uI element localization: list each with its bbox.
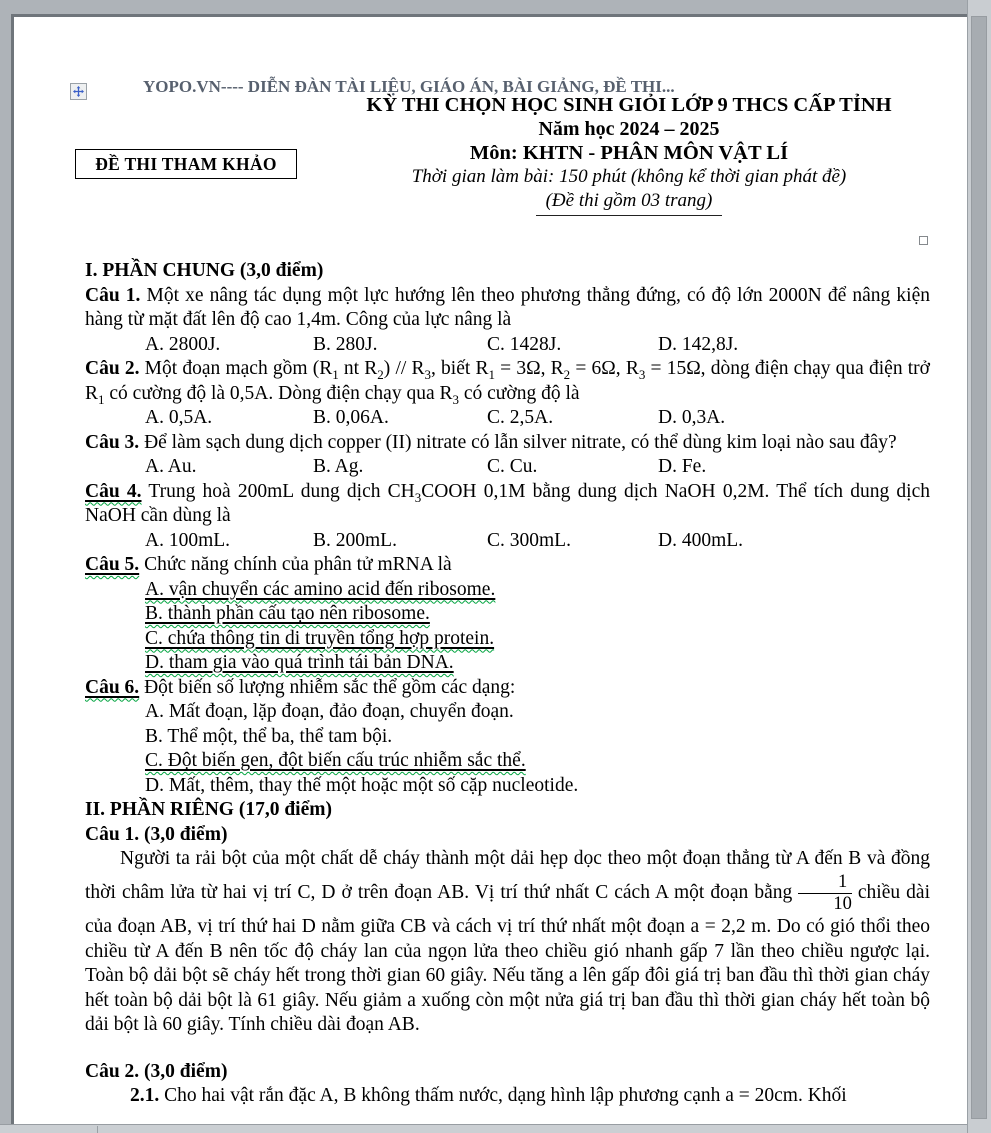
answer-option: C. Cu. (487, 456, 538, 477)
question: Câu 2. Một đoạn mạch gồm ($R_1$ nt $R_2) // R_3$, biết $R_1 = 3\Omega$, $R_2 = 6\Omega$, $R_3 = 15\Omega$, dòng điện chạy qua điện trở $R_1$ có cường độ là 0,5A. Dòng điện chạy qua $R_3$ có cường độ là (85, 358, 930, 407)
answer-option: A. 0,5A. (145, 407, 213, 428)
exam-type-box (75, 149, 297, 179)
section-heading: II. PHẦN RIÊNG (17,0 điểm) (85, 799, 332, 820)
scrollbar-divider (97, 1126, 98, 1133)
document-body (85, 259, 930, 1109)
question: Câu 1. Một xe nâng tác dụng một lực hướng lên theo phương thẳng đứng, có độ lớn 2000N để nâng kiện hàng từ mặt đất lên độ cao 1,4m. Công của lực nâng là (85, 284, 930, 330)
vertical-scrollbar-thumb[interactable] (971, 16, 987, 1119)
answer-options-row (85, 529, 930, 554)
answer-options-row (85, 406, 930, 431)
answer-option: B. 200mL. (313, 529, 397, 551)
answer-option: D. 142,8J. (658, 333, 739, 355)
exam-title: KỲ THI CHỌN HỌC SINH GIỎI LỚP 9 THCS CẤP TỈNH (366, 94, 892, 116)
answer-option: A. Au. (145, 456, 197, 477)
answer-option: B. Thể một, thể ba, thể tam bội. (145, 725, 393, 747)
answer-option: A. Mất đoạn, lặp đoạn, đảo đoạn, chuyển đoạn. (145, 701, 514, 722)
paragraph: Người ta rải bột của một chất dễ cháy thành một dải hẹp dọc theo một đoạn thẳng từ A đến B và đồng thời châm lửa từ hai vị trí C, D ở trên đoạn AB. Vị trí thứ nhất C cách A một đoạn bằng $\frac{1}{10}$ chiều dài của đoạn AB, vị trí thứ hai D nằm giữa CB và cách vị trí thứ nhất một đoạn a = 2,2 m. Do có gió thổi theo chiều từ A đến B nên tốc độ cháy lan của ngọn lửa theo chiều gió nhanh gấp 7 lần theo chiều ngược lại. Toàn bộ dải bột sẽ cháy hết trong thời gian 60 giây. Nếu tăng a lên gấp đôi giá trị ban đầu thì thời gian cháy hết toàn bộ dải bột là 61 giây. Nếu giảm a xuống còn một nửa giá trị ban đầu thì thời gian cháy hết toàn bộ dải bột là 60 giây. Tính chiều dài đoạn AB. (85, 848, 930, 1036)
move-arrows-icon (73, 86, 84, 97)
answer-option: C. 300mL. (487, 529, 571, 551)
question: Câu 3. Để làm sạch dung dịch copper (II) nitrate có lẫn silver nitrate, có thể dùng kim loại nào sau đây? (85, 431, 897, 453)
object-move-anchor-icon[interactable] (70, 83, 87, 100)
answer-option: A. vận chuyển các amino acid đến ribosome. (145, 578, 496, 600)
answer-option: C. chứa thông tin di truyền tổng hợp protein. (145, 627, 495, 649)
pages-note: (Đề thi gồm 03 trang) (319, 189, 939, 216)
answer-options-row (85, 455, 930, 480)
vertical-scrollbar[interactable] (967, 0, 991, 1133)
fraction: $\frac{1}{10}$ (798, 872, 852, 916)
answer-option: C. 1428J. (487, 333, 562, 355)
answer-option-list (85, 578, 930, 676)
empty-square-marker (919, 236, 928, 245)
answer-option: B. thành phần cấu tạo nên ribosome. (145, 603, 430, 624)
section-heading: Câu 1. (3,0 điểm) (85, 823, 228, 845)
subject-line: Môn: KHTN - PHÂN MÔN VẬT LÍ (469, 142, 789, 164)
answer-options-row (85, 333, 930, 358)
answer-option: B. 280J. (313, 333, 378, 355)
section-heading: Câu 2. (3,0 điểm) (85, 1060, 228, 1082)
sub-question: 2.1. Cho hai vật rắn đặc A, B không thấm nước, dạng hình lập phương cạnh a = 20cm. Khối (130, 1085, 847, 1107)
exam-header (319, 93, 939, 216)
answer-option: A. 100mL. (145, 529, 231, 551)
answer-option: B. Ag. (313, 456, 364, 477)
answer-option: D. Mất, thêm, thay thế một hoặc một số cặp nucleotide. (145, 774, 579, 796)
school-year: Năm học 2024 – 2025 (538, 118, 720, 140)
answer-option: D. 400mL. (658, 529, 744, 551)
answer-option: D. Fe. (658, 456, 707, 477)
answer-option: C. Đột biến gen, đột biến cấu trúc nhiễm sắc thể. (145, 750, 526, 771)
answer-option: A. 2800J. (145, 333, 221, 355)
answer-option: C. 2,5A. (487, 407, 554, 428)
document-page (11, 14, 967, 1124)
answer-option: D. 0,3A. (658, 407, 726, 428)
answer-option: D. tham gia vào quá trình tái bản DNA. (145, 652, 454, 673)
horizontal-scrollbar[interactable] (0, 1124, 967, 1133)
answer-option-list (85, 700, 930, 798)
duration-line: Thời gian làm bài: 150 phút (không kể thời gian phát đề) (411, 166, 847, 187)
exam-type-label: ĐỀ THI THAM KHẢO (95, 153, 277, 174)
blank-line (85, 1038, 930, 1060)
question: Câu 4. Trung hoà 200mL dung dịch $CH_3COOH$ 0,1M bằng dung dịch NaOH 0,2M. Thể tích dung dịch NaOH cần dùng là (85, 480, 930, 526)
question: Câu 6. Đột biến số lượng nhiễm sắc thể gồm các dạng: (85, 676, 516, 698)
forum-banner: YOPO.VN---- DIỄN ĐÀN TÀI LIỆU, GIÁO ÁN, BÀI GIẢNG, ĐỀ THI... (143, 77, 675, 96)
question: Câu 5. Chức năng chính của phân tử mRNA là (85, 554, 452, 575)
section-heading: I. PHẦN CHUNG (3,0 điểm) (85, 260, 324, 281)
answer-option: B. 0,06A. (313, 407, 389, 428)
